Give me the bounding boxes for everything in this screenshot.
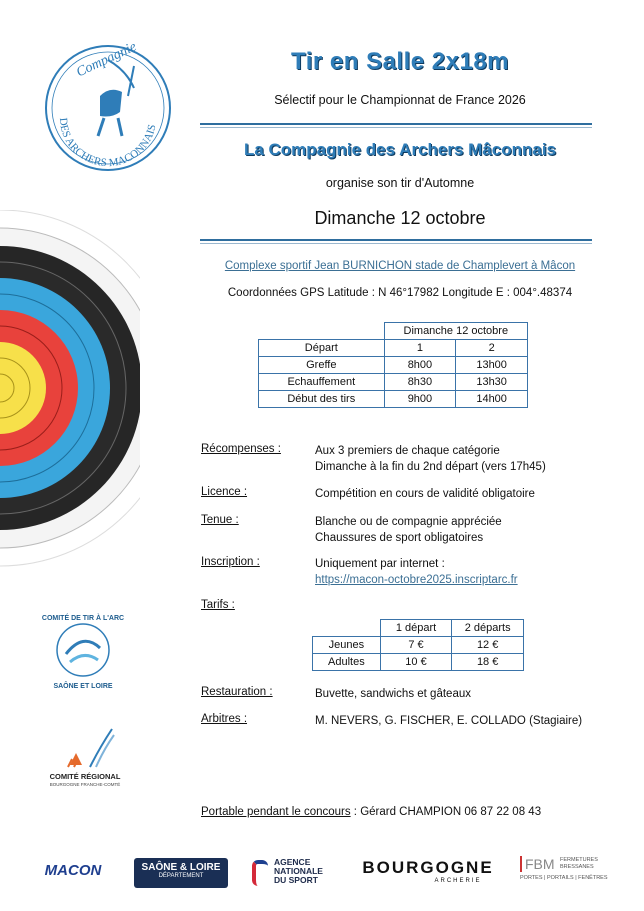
table-cell: Greffe [259,357,385,374]
table-cell: 13h00 [456,357,528,374]
archery-target [0,210,140,570]
inscription-line-1: Uniquement par internet : [315,558,445,570]
recompenses-label: Récompenses : [201,443,281,455]
comite-top-text: COMITÉ DE TIR À L'ARC [41,615,125,622]
club-title: La Compagnie des Archers Mâconnais [243,140,557,159]
schedule-table [258,322,528,408]
table-row [259,340,528,357]
table-cell: Echauffement [259,374,385,391]
table-cell: 14h00 [456,391,528,408]
event-subtitle: Sélectif pour le Championnat de France 2026 [274,93,526,107]
tarifs-header-2: 2 départs [452,620,524,637]
table-cell: 2 [456,340,528,357]
fbm-text: FBM [520,856,555,872]
venue-link[interactable]: Complexe sportif Jean BURNICHON stade de Champlevert à Mâcon [224,260,576,272]
gps-coordinates: Coordonnées GPS Latitude : N 46°17982 Longitude E : 004°.48374 [227,287,573,299]
table-row [259,374,528,391]
saone-line-1: SAÔNE & LOIRE [141,862,221,873]
table-cell: 8h00 [384,357,456,374]
table-cell: 8h30 [384,374,456,391]
table-cell: 7 € [380,637,452,654]
inscription-label: Inscription : [201,556,260,568]
licence-value: Compétition en cours de validité obligatoire [315,488,535,500]
licence-label: Licence : [201,486,248,498]
logo-top-text: Compagnie [74,39,140,81]
comite-bottom-text: SAÔNE ET LOIRE [53,683,113,690]
portable-line [201,806,541,818]
fbm-logo [520,856,610,881]
fbm-line-3: PORTES | PORTAILS | FENÊTRES [520,875,608,881]
tenue-value [315,514,502,546]
bourgogne-text: BOURGOGNE [362,858,494,877]
table-cell: Départ [259,340,385,357]
event-title: Tir en Salle 2x18m [290,48,509,75]
tarifs-label: Tarifs : [201,599,235,611]
agence-sport-mark [252,860,268,886]
fbm-line-2: BRESSANES [560,864,594,870]
table-cell: Adultes [313,654,381,671]
table-row [259,357,528,374]
agence-line-3: DU SPORT [274,875,318,885]
fbm-line-1: FERMETURES [560,857,598,863]
saone-line-2: DÉPARTEMENT [158,873,204,879]
portable-value: : Gérard CHAMPION 06 87 22 08 43 [350,806,542,818]
schedule-day-header: Dimanche 12 octobre [384,323,527,340]
agence-line-1: AGENCE [274,857,311,867]
portable-label: Portable pendant le concours [201,806,351,818]
saone-loire-logo [134,858,228,888]
organise-text: organise son tir d'Automne [325,176,475,190]
tenue-line-2: Chaussures de sport obligatoires [315,532,484,544]
divider-top-thin [200,127,592,128]
table-row [259,391,528,408]
table-cell: 10 € [380,654,452,671]
arbitres-label: Arbitres : [201,713,248,725]
schedule-header-row [259,323,528,340]
divider-mid [200,239,592,241]
bourgogne-sub: ARCHERIE [434,878,482,884]
table-cell: 13h30 [456,374,528,391]
divider-mid-thin [200,243,592,244]
recompenses-line-2: Dimanche à la fin du 2nd départ (vers 17h45) [315,461,546,473]
logo-ring-text: DES ARCHERS MACONNAIS [56,117,159,170]
table-cell: 12 € [452,637,524,654]
macon-logo [38,862,108,879]
macon-text: MACON [44,862,102,879]
tarifs-header-1: 1 départ [380,620,452,637]
svg-text:DES ARCHERS MACONNAIS [57,117,159,169]
table-cell: 18 € [452,654,524,671]
table-row [313,654,524,671]
arbitres-value: M. NEVERS, G. FISCHER, E. COLLADO (Stagiaire) [315,715,583,727]
table-cell: Jeunes [313,637,381,654]
tenue-line-1: Blanche ou de compagnie appréciée [315,516,502,528]
table-cell: Début des tirs [259,391,385,408]
club-logo [38,38,178,178]
tarifs-table [312,619,524,671]
comite-saone-loire-logo [36,610,130,690]
inscription-link[interactable]: https://macon-octobre2025.inscriptarc.fr [315,574,518,586]
divider-top [200,123,592,125]
tenue-label: Tenue : [201,514,239,526]
recompenses-line-1: Aux 3 premiers de chaque catégorie [315,445,500,457]
table-cell: 1 [384,340,456,357]
tarifs-header-row [313,620,524,637]
inscription-value [315,556,518,588]
regional-line-1: COMITÉ RÉGIONAL [49,772,121,781]
regional-line-2: BOURGOGNE FRANCHE-COMTÉ [49,782,121,787]
table-row [313,637,524,654]
agence-line-2: NATIONALE [274,866,323,876]
restauration-label: Restauration : [201,686,273,698]
agence-sport-logo [252,858,332,885]
comite-regional-logo [40,725,130,789]
bourgogne-archerie-logo [358,858,498,884]
event-date: Dimanche 12 octobre [314,208,486,228]
recompenses-value [315,443,546,475]
restauration-value: Buvette, sandwichs et gâteaux [315,688,471,700]
table-cell: 9h00 [384,391,456,408]
